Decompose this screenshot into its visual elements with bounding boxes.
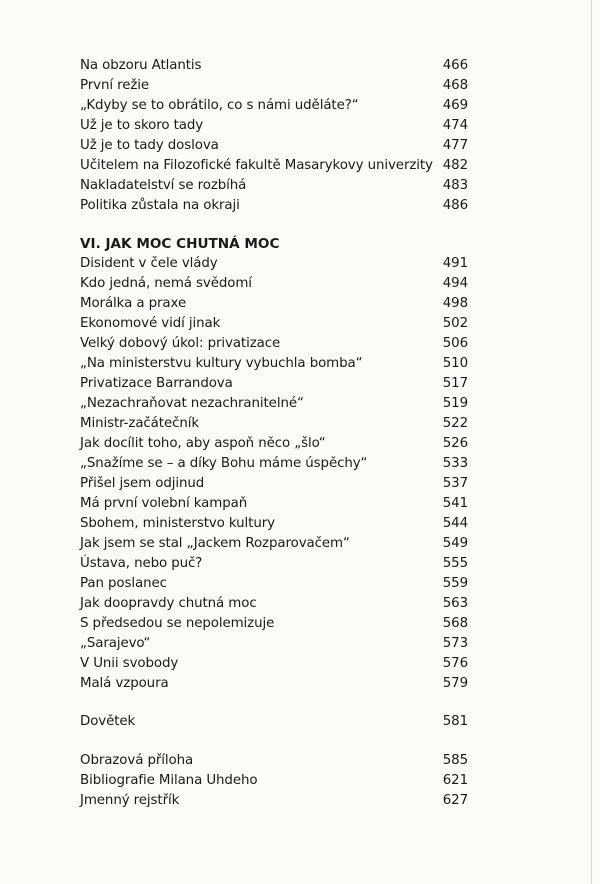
toc-entry-title: V Unii svobody [80, 656, 179, 671]
toc-entry-page-number: 533 [442, 456, 468, 471]
toc-entry-title: Ekonomové vidí jinak [80, 316, 221, 331]
toc-entry [80, 274, 468, 294]
toc-group-afterword [80, 712, 468, 732]
toc-entry-title: S předsedou se nepolemizuje [80, 616, 275, 631]
toc-entry [80, 254, 468, 274]
toc-entry-page-number: 483 [442, 178, 468, 193]
toc-entry-title: Už je to skoro tady [80, 118, 204, 133]
toc-entry [80, 494, 468, 514]
toc-entry [80, 674, 468, 694]
toc-group-appendices [80, 751, 468, 811]
toc-entry [80, 751, 468, 771]
toc-entry-page-number: 474 [442, 118, 468, 133]
toc-entry-page-number: 510 [442, 356, 468, 371]
toc-entry [80, 712, 468, 732]
toc-entry-title: Jak docílit toho, aby aspoň něco „šlo“ [80, 436, 326, 451]
toc-entry-title: Už je to tady doslova [80, 138, 219, 153]
section-heading-part-vi: VI. JAK MOC CHUTNÁ MOC [80, 236, 280, 252]
toc-entry-page-number: 466 [442, 58, 468, 73]
toc-entry-title: Dovětek [80, 714, 136, 729]
toc-entry-title: „Na ministerstvu kultury vybuchla bomba“ [80, 356, 363, 371]
toc-entry [80, 791, 468, 811]
toc-entry-page-number: 494 [442, 276, 468, 291]
toc-entry-title: Na obzoru Atlantis [80, 58, 202, 73]
toc-entry [80, 136, 468, 156]
toc-entry-title: Jak jsem se stal „Jackem Rozparovačem“ [80, 536, 350, 551]
toc-entry [80, 76, 468, 96]
toc-entry [80, 554, 468, 574]
toc-entry [80, 434, 468, 454]
toc-entry [80, 96, 468, 116]
toc-entry-title: „Snažíme se – a díky Bohu máme úspěchy“ [80, 456, 368, 471]
toc-entry [80, 56, 468, 76]
toc-entry [80, 634, 468, 654]
toc-entry-title: Privatizace Barrandova [80, 376, 233, 391]
toc-entry [80, 176, 468, 196]
page-edge-line [591, 0, 592, 884]
toc-entry-page-number: 555 [442, 556, 468, 571]
toc-entry [80, 374, 468, 394]
toc-entry-page-number: 541 [442, 496, 468, 511]
toc-entry-page-number: 573 [442, 636, 468, 651]
toc-entry-page-number: 526 [442, 436, 468, 451]
toc-entry [80, 514, 468, 534]
toc-entry [80, 614, 468, 634]
toc-entry-title: Jmenný rejstřík [80, 793, 180, 808]
toc-entry-page-number: 576 [442, 656, 468, 671]
toc-entry-page-number: 468 [442, 78, 468, 93]
toc-entry-title: Ústava, nebo puč? [80, 556, 203, 571]
toc-entry [80, 196, 468, 216]
toc-entry [80, 454, 468, 474]
toc-entry-page-number: 579 [442, 676, 468, 691]
toc-entry [80, 534, 468, 554]
toc-entry [80, 116, 468, 136]
toc-entry-title: Politika zůstala na okraji [80, 198, 240, 213]
toc-entry-title: Malá vzpoura [80, 676, 169, 691]
toc-group-part-v-tail [80, 56, 468, 216]
toc-entry-page-number: 621 [442, 773, 468, 788]
toc-entry-title: Velký dobový úkol: privatizace [80, 336, 281, 351]
toc-entry [80, 334, 468, 354]
toc-entry [80, 771, 468, 791]
table-of-contents [80, 56, 468, 811]
toc-entry-title: Pan poslanec [80, 576, 167, 591]
toc-entry-page-number: 486 [442, 198, 468, 213]
toc-entry-title: „Nezachraňovat nezachranitelné“ [80, 396, 304, 411]
toc-entry-title: Obrazová příloha [80, 753, 194, 768]
toc-entry [80, 354, 468, 374]
toc-entry-page-number: 549 [442, 536, 468, 551]
toc-entry-title: Má první volební kampaň [80, 496, 248, 511]
toc-entry-page-number: 477 [442, 138, 468, 153]
toc-entry-page-number: 498 [442, 296, 468, 311]
toc-entry-page-number: 563 [442, 596, 468, 611]
toc-entry [80, 314, 468, 334]
toc-entry-page-number: 522 [442, 416, 468, 431]
toc-entry-page-number: 517 [442, 376, 468, 391]
toc-entry-page-number: 627 [442, 793, 468, 808]
toc-entry-title: „Kdyby se to obrátilo, co s námi uděláte?“ [80, 98, 359, 113]
toc-entry [80, 654, 468, 674]
toc-entry-page-number: 568 [442, 616, 468, 631]
toc-entry-page-number: 519 [442, 396, 468, 411]
toc-entry [80, 156, 468, 176]
toc-entry [80, 414, 468, 434]
toc-entry-title: „Sarajevo“ [80, 636, 151, 651]
toc-entry-title: Sbohem, ministerstvo kultury [80, 516, 275, 531]
toc-entry-page-number: 482 [442, 158, 468, 173]
toc-entry-page-number: 469 [442, 98, 468, 113]
toc-entry-page-number: 502 [442, 316, 468, 331]
toc-entry [80, 474, 468, 494]
toc-entry [80, 294, 468, 314]
toc-entry-title: Ministr-začátečník [80, 416, 200, 431]
toc-entry-title: Učitelem na Filozofické fakultě Masarykovy univerzity [80, 158, 433, 173]
toc-entry [80, 594, 468, 614]
toc-group-part-vi [80, 254, 468, 694]
toc-entry-title: Nakladatelství se rozbíhá [80, 178, 247, 193]
toc-entry [80, 574, 468, 594]
toc-entry-page-number: 491 [442, 256, 468, 271]
toc-entry-title: Kdo jedná, nemá svědomí [80, 276, 252, 291]
toc-entry [80, 394, 468, 414]
toc-entry-title: Bibliografie Milana Uhdeho [80, 773, 258, 788]
toc-entry-title: Jak doopravdy chutná moc [80, 596, 257, 611]
toc-entry-page-number: 581 [442, 714, 468, 729]
toc-entry-title: Morálka a praxe [80, 296, 187, 311]
toc-entry-title: Přišel jsem odjinud [80, 476, 205, 491]
toc-entry-title: Disident v čele vlády [80, 256, 218, 271]
toc-entry-page-number: 585 [442, 753, 468, 768]
toc-entry-page-number: 559 [442, 576, 468, 591]
toc-entry-page-number: 506 [442, 336, 468, 351]
toc-entry-page-number: 544 [442, 516, 468, 531]
toc-entry-title: První režie [80, 78, 150, 93]
toc-entry-page-number: 537 [442, 476, 468, 491]
